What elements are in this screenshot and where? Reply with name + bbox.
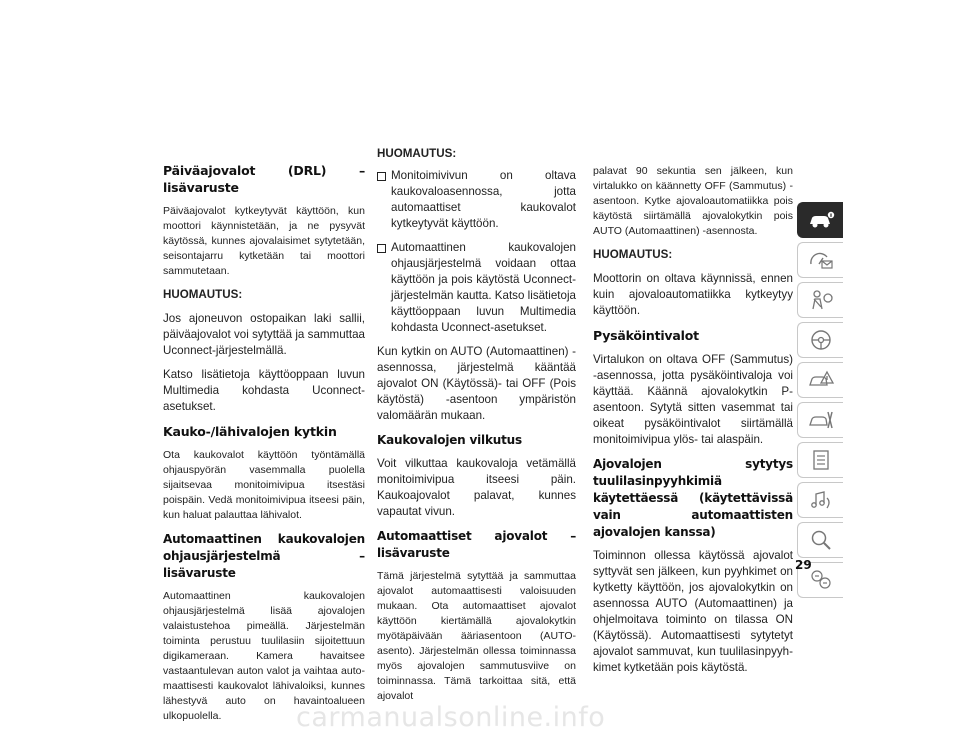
heading-auto-lights: Automaattiset ajovalot – lisävaruste — [377, 529, 576, 560]
column-left — [163, 162, 365, 732]
paragraph-continued: palavat 90 sekuntia sen jälkeen, kun virtalukko on käännetty OFF (Sammutus) -asentoon. Kytke ajovaloautomatiikka pois käytöstä siirtämällä ajovalokytkin pois AUTO (Automaattinen) -asennosta. — [593, 165, 793, 237]
heading-flash: Kaukovalojen vilkutus — [377, 433, 522, 447]
tab-index[interactable] — [797, 522, 843, 558]
note-bullet-list — [377, 168, 576, 336]
bullet-text: Automaattinen kaukovalojen ohjausjärjestelmä voidaan ottaa käyttöön ja pois käytöstä Uconnect-järjestelmän kautta. Katso lisätietoja käyttöoppaan luvun Multimedia kohdasta Uconnect-asetukset. — [391, 241, 576, 334]
paragraph-manual: Katso lisätietoja käyttöoppaan luvun Multimedia kohdasta Uconnect-asetukset. — [163, 368, 365, 413]
dashboard-envelope-icon — [807, 248, 835, 272]
tab-specifications[interactable] — [797, 442, 843, 478]
paragraph-onoff: Kun kytkin on AUTO (Automaattinen) -asennossa, järjestelmä kääntää ajovalot ON (Käytössä)- tai OFF (Pois käytöstä) -asentoon ympäristön valomäärän mukaan. — [377, 345, 576, 422]
music-phone-icon — [807, 488, 835, 512]
column-right — [593, 164, 793, 684]
tab-safety[interactable] — [797, 282, 843, 318]
note-label: HUOMAUTUS: — [163, 288, 243, 301]
checklist-icon — [807, 448, 835, 472]
car-warning-icon — [807, 368, 835, 392]
checkbox-bullet-icon — [377, 244, 386, 253]
tab-multimedia[interactable] — [797, 482, 843, 518]
note-label: HUOMAUTUS: — [377, 147, 457, 160]
heading-wiper-lights: Ajovalojen sytytys tuulilasinpyyhkimiä käytettäessä (käytettävissä vain automaattisten ajovalojen kanssa) — [593, 457, 793, 539]
paragraph-parking: Virtalukon on oltava OFF (Sammutus) -asennossa, jotta pysäköintivaloja voi käyttää. Käännä ajovalokytkin P-asentoon. Sytytä sitten vasemmat tai oikeat pysäköintivalot siirtämällä monitoimivipua ylös- tai alaspäin. — [593, 353, 793, 446]
magnifier-icon — [807, 528, 835, 552]
list-item — [377, 168, 576, 232]
checkbox-bullet-icon — [377, 172, 386, 181]
seatbelt-airbag-icon — [807, 288, 835, 312]
heading-switch: Kauko-/lähivalojen kytkin — [163, 424, 337, 439]
car-tools-icon — [807, 408, 835, 432]
bullet-text: Monitoimivivun on oltava kaukovaloasennossa, jotta automaattiset kaukovalot kytkeytyvät käyttöön. — [391, 169, 576, 230]
tab-emergency[interactable] — [797, 362, 843, 398]
column-middle — [377, 146, 576, 712]
watermark: carmanualsonline.info — [296, 702, 606, 733]
tab-driving[interactable] — [797, 322, 843, 358]
heading-drl: Päiväajovalot (DRL) – lisävaruste — [163, 163, 365, 195]
tab-service[interactable] — [797, 402, 843, 438]
list-item — [377, 240, 576, 336]
tab-controls[interactable] — [797, 202, 843, 238]
steering-wheel-icon — [807, 328, 835, 352]
tab-dashboard[interactable] — [797, 242, 843, 278]
paragraph-auto-highbeam: Automaattinen kaukovalojen ohjausjärjestelmä lisää ajovalojen valaistustehoa pimeällä. Järjestelmän toiminta perustuu tuulilasiin sijoitettuun digikameraan. Kamera havaitsee vastaantulevan auton valot ja vaihtaa automaattisesti kaukovalot lähivaloiksi, kunnes lähestyvä auto on havaintoalueen ulkopuolella. — [163, 590, 365, 722]
paragraph-auto-lights: Tämä järjestelmä sytyttää ja sammuttaa ajovalot automaattisesti valoisuuden mukaan. Ota automaattiset ajovalot käyttöön kiertämällä ajovalokytkin myötäpäivään ääriasentoon (AUTO-asento). Järjestelmän ollessa toiminnassa myös ajovalojen sammutusviive on toiminnassa. Tämä tarkoittaa sitä, että ajovalot — [377, 570, 576, 702]
chapter-tab-strip — [797, 202, 843, 602]
note-label: HUOMAUTUS: — [593, 248, 673, 261]
paragraph-flash: Voit vilkuttaa kaukovaloja vetämällä monitoimivipua itseesi päin. Kaukoajovalot palavat, kunnes vapautat vivun. — [377, 457, 576, 518]
paragraph-switch: Ota kaukovalot käyttöön työntämällä ohjauspyörän vasemmalla puolella sijaitsevaa monitoimivipua itsestäsi poispäin. Vedä monitoimivipua itseesi päin, kun haluat palauttaa lähivalot. — [163, 449, 365, 521]
note-text: Jos ajoneuvon ostopaikan laki sallii, päiväajovalot voi sytyttää ja sammuttaa Uconnect-järjestelmällä. — [163, 312, 365, 357]
paragraph-drl: Päiväajovalot kytkeytyvät käyttöön, kun moottori käynnistetään, ja ne pysyvät käytössä, kunnes ajovalaisimet sytytetään, seisontajarru kytketään tai moottori sammutetaan. — [163, 205, 365, 277]
paragraph-wiper-lights: Toiminnon ollessa käytössä ajovalot syttyvät sen jälkeen, kun pyyhkimet on kytketty käyttöön, jos ajovalokytkin on asennossa AUTO (Automaattinen) ja ohjelmoitava toiminto on tilassa ON (Käytössä). Automaattisesti sytytetyt ajovalot sammuvat, kun tuulilasinpyyhkimet kytketään pois käytöstä. — [593, 549, 793, 674]
heading-auto-highbeam: Automaattinen kaukovalojen ohjausjärjestelmä – lisävaruste — [163, 532, 365, 580]
car-info-icon — [807, 208, 835, 232]
note-text: Moottorin on oltava käynnissä, ennen kuin ajovaloautomatiikka kytkeytyy käyttöön. — [593, 272, 793, 317]
page-number: 29 — [795, 558, 812, 572]
heading-parking: Pysäköintivalot — [593, 328, 699, 343]
